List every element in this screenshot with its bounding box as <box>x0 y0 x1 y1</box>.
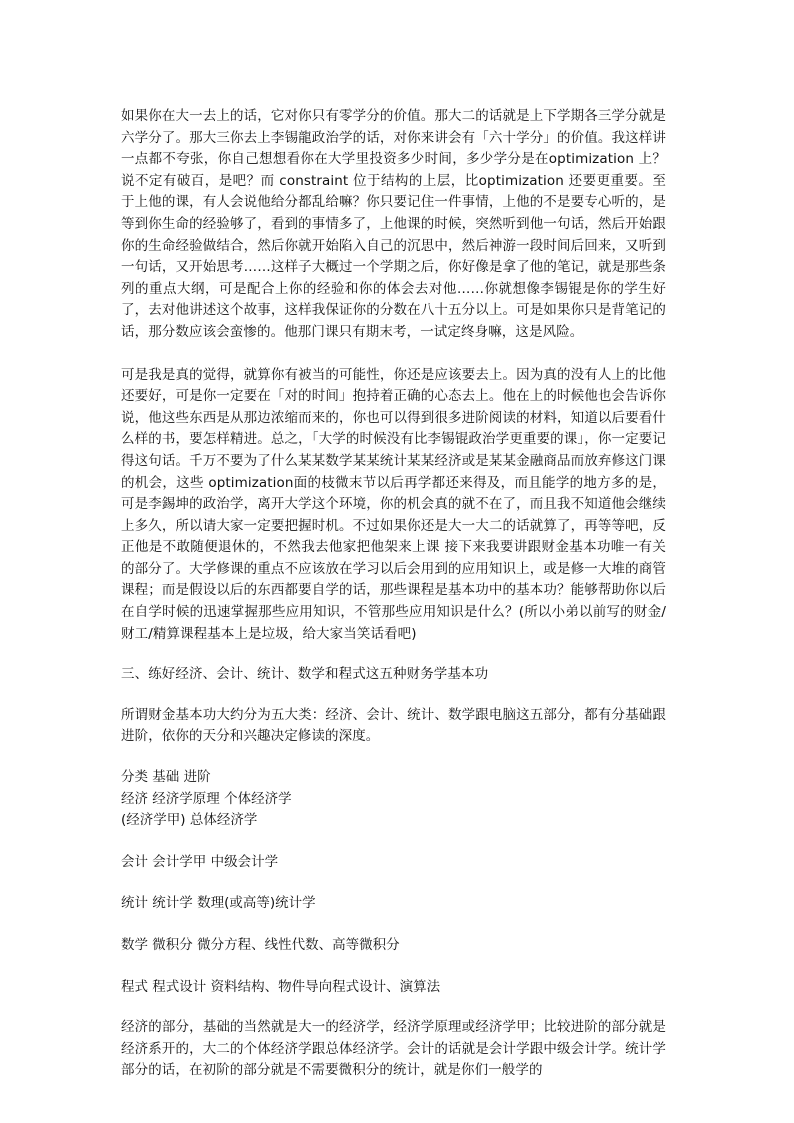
document-body <box>121 106 666 1082</box>
classification-list <box>121 767 666 998</box>
paragraph-course-value: 如果你在大一去上的话，它对你只有零学分的价值。那大二的话就是上下学期各三学分就是六学分了。那大三你去上李锡龍政治学的话，对你来讲会有「六十学分」的价值。我这样讲一点都不夸张，你自己想想看你在大学里投资多少时间，多少学分是在optimization 上？说不定有破百，是吧？而 constraint 位于结构的上层，比optimization 还要更重要。至于上他的课，有人会说他给分都乱给嘛？你只要记住一件事情，上他的不是要专心听的，是等到你生命的经验够了，看到的事情多了，上他课的时候，突然听到他一句话，然后开始跟你的生命经验做结合，然后你就开始陷入自己的沉思中，然后神游一段时间后回来，又听到一句话，又开始思考……这样子大概过一个学期之后，你好像是拿了他的笔记，就是那些条列的重点大纲，可是配合上你的经验和你的体会去对他……你就想像李锡锟是你的学生好了，去对他讲述这个故事，这样我保证你的分数在八十五分以上。可是如果你只是背笔记的话，那分数应该会蛮惨的。他那门课只有期末考，一试定终身嘛，这是风险。 <box>121 108 666 340</box>
classification-row-statistics: 统计 统计学 数理(或高等)统计学 <box>121 895 316 912</box>
classification-row-mathematics: 数学 微积分 微分方程、线性代数、高等微积分 <box>121 937 400 953</box>
section-heading: 三、练好经济、会计、统计、数学和程式这五种财务学基本功 <box>121 666 489 683</box>
classification-row-programming: 程式 程式设计 资料结构、物件导向程式设计、演算法 <box>121 978 441 995</box>
classification-header: 分类 基础 进阶 <box>121 769 211 786</box>
classification-row-economics: 经济 经济学原理 个体经济学 <box>121 790 292 807</box>
paragraph-five-categories: 所谓财金基本功大约分为五大类：经济、会计、统计、数学跟电脑这五部分，都有分基础跟进阶，依你的天分和兴趣决定修读的深度。 <box>121 706 666 745</box>
classification-row-economics-cont: (经济学甲) 总体经济学 <box>121 812 258 829</box>
paragraph-take-the-course: 可是我是真的觉得，就算你有被当的可能性，你还是应该要去上。因为真的没有人上的比他还要好，可是你一定要在「对的时间」抱持着正确的心态去上。他在上的时候他也会告诉你说，他这些东西是从那边浓缩而来的，你也可以得到很多进阶阅读的材料，知道以后要看什么样的书，要怎样精进。总之，「大学的时候没有比李锡锟政治学更重要的课」，你一定要记得这句话。千万不要为了什么某某数学某某统计某某经济或是某某金融商品而放弃修这门课的机会，这些 optimization面的枝微末节以后再学都还来得及，而且能学的地方多的是，可是李錫坤的政治学，离开大学这个环境，你的机会真的就不在了，而且我不知道他会继续上多久，所以请大家一定要把握时机。不过如果你还是大一大二的话就算了，再等等吧，反正他是不敢随便退休的，不然我去他家把他架来上课 接下来我要讲跟财金基本功唯一有关的部分了。大学修课的重点不应该放在学习以后会用到的应用知识上，或是修一大堆的商管课程；而是假设以后的东西都要自学的话，那些课程是基本功中的基本功？能够帮助你以后在自学时候的迅速掌握那些应用知识，不管那些应用知识是什么？(所以小弟以前写的财金/财工/精算课程基本上是垃圾，给大家当笑话看吧) <box>121 366 666 642</box>
paragraph-economics-details: 经济的部分，基础的当然就是大一的经济学，经济学原理或经济学甲；比较进阶的部分就是经济系开的，大二的个体经济学跟总体经济学。会计的话就是会计学跟中级会计学。统计学部分的话，在初阶的部分就是不需要微积分的统计，就是你们一般学的 <box>121 1019 666 1079</box>
classification-row-accounting: 会计 会计学甲 中级会计学 <box>121 853 279 870</box>
